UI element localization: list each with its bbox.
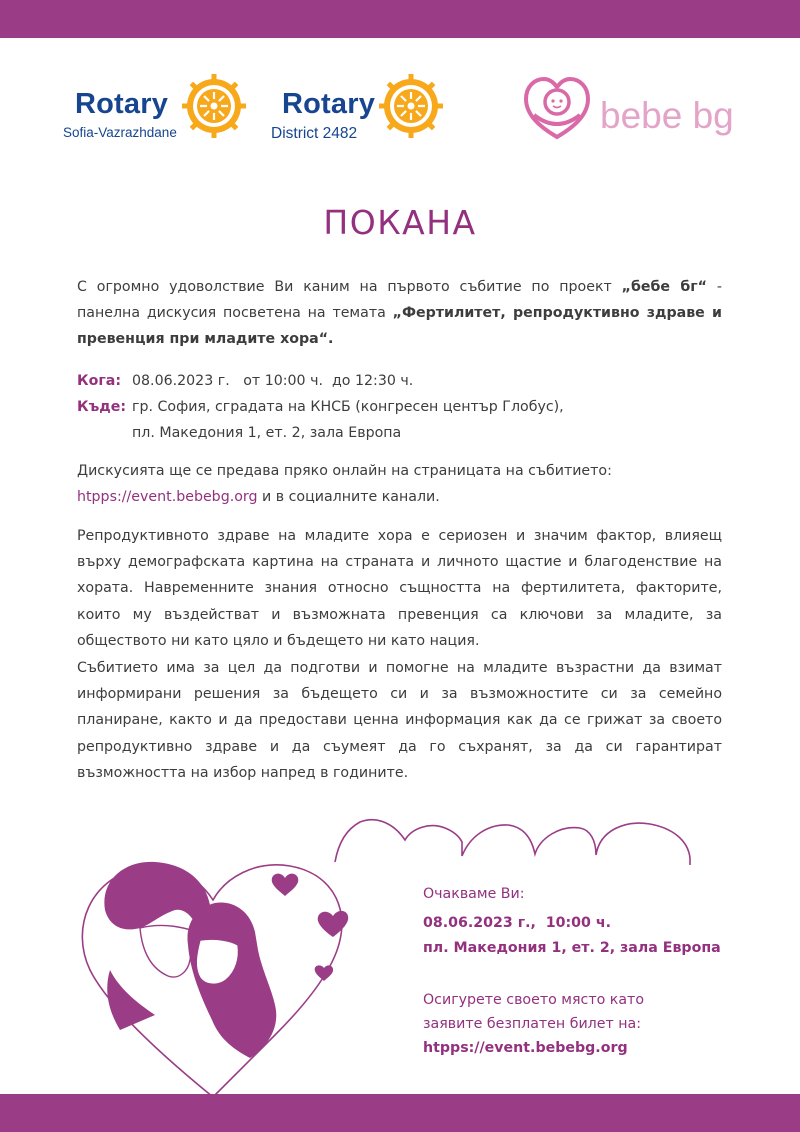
- rotary-wheel-icon: [378, 73, 444, 139]
- top-band: [0, 0, 800, 38]
- when-label: Кога:: [77, 373, 122, 389]
- rotary-district-logo: [270, 73, 450, 143]
- bebe-bg-logo: [522, 75, 742, 145]
- intro-paragraph: [77, 274, 722, 353]
- expect-text: Очакваме Ви:: [423, 886, 525, 902]
- rotary-district-name: District 2482: [271, 125, 358, 142]
- where-line-2: пл. Македония 1, ет. 2, зала Европа: [132, 425, 402, 441]
- where-row-2: [132, 420, 401, 446]
- stream-line: [77, 458, 612, 484]
- event-date-value: 08.06.2023 г., 10:00 ч.: [423, 915, 611, 931]
- rotary-club-name: Sofia-Vazrazhdane: [63, 125, 177, 140]
- event-place: [423, 936, 721, 961]
- stream-link-line: [77, 484, 440, 510]
- rotary-word: Rotary: [75, 88, 169, 120]
- event-place-value: пл. Македония 1, ет. 2, зала Европа: [423, 940, 721, 956]
- event-date: [423, 911, 611, 936]
- cta-line-1: Осигурете своето място като: [423, 992, 645, 1008]
- bebe-bg-wordmark: bebe bg: [600, 95, 734, 136]
- when-value: 08.06.2023 г. от 10:00 ч. до 12:30 ч.: [132, 373, 414, 389]
- ticket-link-text[interactable]: htpps://event.bebebg.org: [423, 1040, 628, 1056]
- project-name: „бебе бг“: [621, 279, 707, 295]
- cta-line-2: заявите безплатен билет на:: [423, 1016, 641, 1032]
- rotary-word: Rotary: [282, 88, 376, 120]
- ticket-link[interactable]: [423, 1036, 628, 1061]
- when-row: [77, 368, 413, 394]
- baby-in-hands-icon: [522, 75, 592, 141]
- intro-text-1: С огромно удоволствие Ви каним на първото събитие по проект: [77, 279, 622, 295]
- health-paragraph: Репродуктивното здраве на младите хора е сериозен и значим фактор, влияещ върху демографската картина на страната и личното щастие и благоденствие на хората. Навременните знания относно същността на фертилитета, факторите, които му въздействат и възможната превенция са ключови за младите, за обществото ни като цяло и бъдещето ни като нация.: [77, 528, 722, 649]
- event-link[interactable]: htpps://event.bebebg.org: [77, 489, 258, 505]
- stream-text: Дискусията ще се предава пряко онлайн на страницата на събитието:: [77, 463, 612, 479]
- where-line-1: гр. София, сградата на КНСБ (конгресен център Глобус),: [132, 399, 564, 415]
- rotary-wheel-icon: [181, 73, 247, 139]
- page-title: ПОКАНА: [323, 203, 477, 242]
- bottom-band: [0, 1094, 800, 1132]
- intro-text-2: - панелна дискусия посветена на темата: [77, 279, 722, 322]
- discussion-topic: „Фертилитет, репродуктивно здраве и превенция при младите хора“.: [77, 305, 722, 348]
- stream-rest: и в социалните канали.: [257, 489, 440, 505]
- goal-paragraph: Събитието има за цел да подготви и помогне на младите възрастни да взимат информирани решения за бъдещето си и за възможностите си за семейно планиране, както и да предостави ценна информация как да се грижат за своето репродуктивно здраве и да съумеят да го съхранят, за да си гарантират възможността на избор напред в годините.: [77, 660, 722, 781]
- rotary-sofia-logo: [63, 73, 253, 143]
- where-label: Къде:: [77, 399, 127, 415]
- where-row: [77, 394, 564, 420]
